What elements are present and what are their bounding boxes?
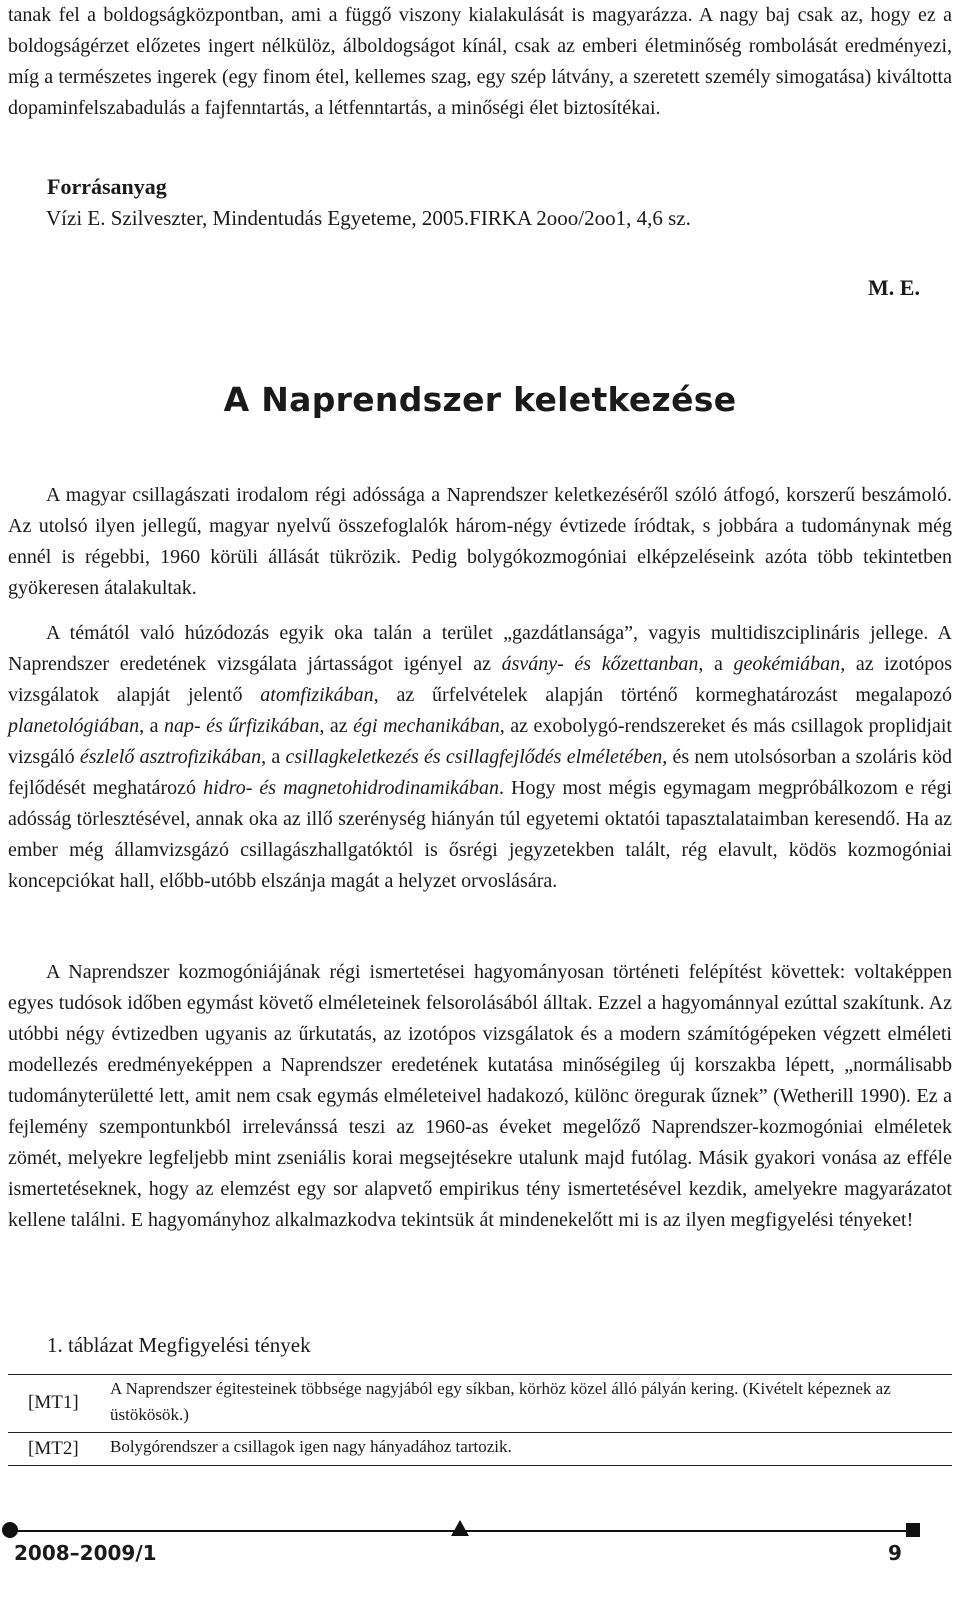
intro-paragraph: tanak fel a boldogságközpontban, ami a függő viszony kialakulását is magyarázza. A nagy baj csak az, hogy ez a boldogságérzet előzetes ingert nélkülöz, álboldogságot kínál, csak az emberi életminőség rombolását eredményezi, míg a természetes ingerek (egy finom étel, kellemes szag, egy szép látvány, a szeretett személy simogatása) kiváltotta dopaminfelszabadulás a fajfenntartás, a létfenntartás, a minőségi élet biztosítékai. [8,4,952,119]
italic-term: észlelő asztrofizikában [79,746,262,768]
text-run: , a [261,746,286,768]
text-run: , a [698,653,734,675]
table-rule-bottom [8,1465,952,1466]
text-run: , és nem utolsósorban a szoláris köd fejlődését meghatározó [8,746,953,799]
body-paragraph-2 [8,618,952,897]
italic-term: planetológiában [8,715,140,737]
author-signature: M. E. [868,275,920,300]
table-rule-top [8,1374,952,1375]
footer-square-icon [906,1523,920,1537]
table-row-text: Bolygórendszer a csillagok igen nagy hányadához tartozik. [110,1437,512,1456]
footer-page-number: 9 [888,1541,902,1565]
source-citation: Vízi E. Szilveszter, Mindentudás Egyeteme, 2005.FIRKA 2ooo/2oo1, 4,6 sz. [46,206,691,230]
text-run: A témától való húzódozás egyik oka talán a terület „gazdátlansága”, vagyis multidiszciplináris jellege. A Naprendszer eredetének vizsgálata jártasságot igényel az [8,622,952,675]
article-title: A Naprendszer keletkezése [223,380,737,419]
text-run: , az exobolygó-rendszereket és más csillagok proplidjait vizsgáló [8,715,952,768]
footer-circle-icon [2,1522,18,1538]
italic-term: hidro- és magnetohidrodinamikában [203,777,499,799]
footer-issue-number: 2008–2009/1 [14,1541,157,1565]
italic-term: atomfizikában [260,684,374,706]
italic-term: ásvány- és kőzettanban [501,653,699,675]
table-caption: 1. táblázat Megfigyelési tények [47,1333,311,1357]
table-row-code: [MT2] [28,1438,79,1459]
italic-term: csillagkeletkezés és csillagfejlődés elméletében [285,746,663,768]
table-rule-middle [8,1432,952,1433]
text-run: . Hogy most mégis egymagam megpróbálkozom e régi adósság törlesztésével, annak oka az illő szerénység hiányán túl egyetemi oktatói tapasztalataimban keresendő. Ha az ember még államvizsgázó csillagászhallgatóktól is ősrégi jegyzetekben talált, rég elavult, ködös kozmogóniai koncepciókat hall, előbb-utóbb elszánja magát a helyzet orvoslására. [8,777,952,892]
table-row-code: [MT1] [28,1392,79,1413]
footer-triangle-icon [451,1520,469,1536]
text-run: , az [319,715,354,737]
italic-term: geokémiában [733,653,841,675]
body-paragraph-1: A magyar csillagászati irodalom régi adóssága a Naprendszer keletkezéséről szóló átfogó, korszerű beszámoló. Az utolsó ilyen jellegű, magyar nyelvű összefoglalók három-négy évtizede íródtak, s jobbára a tudománynak még ennél is régebbi, 1960 körüli állását tükrözik. Pedig bolygókozmogóniai elképzeléseink azóta több tekintetben gyökeresen átalakultak. [8,484,952,599]
text-run: , az űrfelvételek alapján történő kormeghatározást megalapozó [373,684,952,706]
source-heading: Forrásanyag [47,174,167,199]
text-run: , a [139,715,164,737]
table-row-text: A Naprendszer égitesteinek többsége nagyjából egy síkban, körhöz közel álló pályán kering. (Kivételt képeznek az üstökösök.) [110,1379,891,1424]
italic-term: nap- és űrfizikában [163,715,320,737]
italic-term: égi mechanikában [353,715,500,737]
body-paragraph-3: A Naprendszer kozmogóniájának régi ismertetései hagyományosan történeti felépítést követtek: voltaképpen egyes tudósok időben egymást követő elméleteinek felsorolásából álltak. Ezzel a hagyománnyal ezúttal szakítunk. Az utóbbi négy évtizedben ugyanis az űrkutatás, az izotópos vizsgálatok és a modern számítógépeken végzett elméleti modellezés eredményeképpen a Naprendszer eredetének kutatása minőségileg új korszakba lépett, „normálisabb tudományterületté lett, amit nem csak egymás elméleteivel hadakozó, különc öregurak űznek” (Wetherill 1990). Ez a fejlemény szempontunkból irrelevánssá teszi az 1960-as éveket megelőző Naprendszer-kozmogóniai elméletek zömét, melyekre legfeljebb mint zseniális korai megsejtésekre utalunk majd futólag. Másik gyakori vonása az efféle ismertetéseknek, hogy az elemzést egy sor alapvető empirikus tény ismertetésével kezdik, amelyekre magyarázatot kellene találni. E hagyományhoz alkalmazkodva tekintsük át mindenekelőtt mi is az ilyen megfigyelési tényeket! [8,961,952,1231]
text-run: , az izotópos vizsgálatok alapját jelentő [8,653,952,706]
